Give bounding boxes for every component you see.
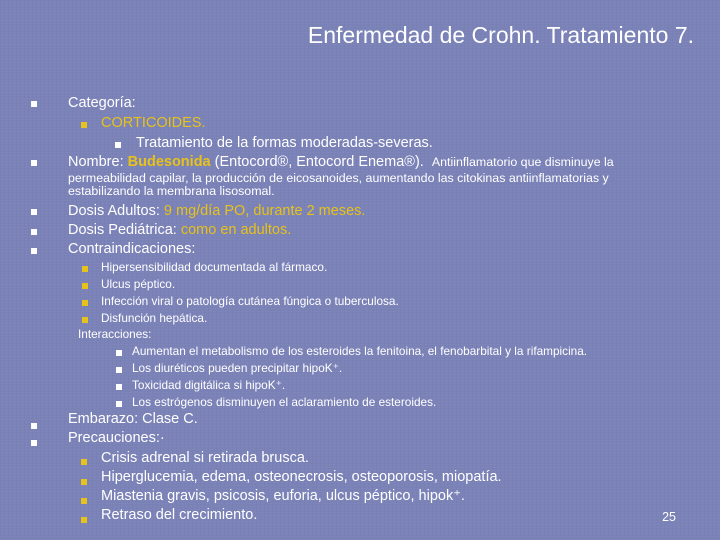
embarazo: Embarazo: Clase C. (68, 411, 198, 427)
bullet-icon (81, 459, 87, 465)
bullet-icon (31, 423, 37, 429)
bullet-icon (81, 498, 87, 504)
bullet-icon (31, 229, 37, 235)
bullet-icon (116, 384, 122, 390)
bullet-icon (31, 248, 37, 254)
dosis-adultos (68, 204, 365, 220)
bullet-icon (82, 317, 88, 323)
dosis-adultos-label: Dosis Adultos: (68, 203, 160, 219)
list-item: Infección viral o patología cutánea fúngica o tuberculosa. (101, 294, 399, 308)
slide-title: Enfermedad de Crohn. Tratamiento 7. (307, 22, 694, 48)
categoria-sub: Tratamiento de la formas moderadas-severas. (136, 135, 433, 151)
bullet-icon (81, 517, 87, 523)
bullet-icon (116, 401, 122, 407)
list-item: Miastenia gravis, psicosis, euforia, ulcus péptico, hipok⁺. (101, 488, 465, 504)
bullet-icon (82, 283, 88, 289)
dosis-ped-value: como en adultos. (180, 222, 292, 238)
dosis-ped-label: Dosis Pediátrica: (68, 222, 177, 238)
drug-description: Antiinflamatorio que disminuye la (431, 155, 614, 169)
bullet-icon (116, 367, 122, 373)
bullet-icon (116, 350, 122, 356)
list-item: Crisis adrenal si retirada brusca. (101, 450, 309, 466)
bullet-icon (31, 440, 37, 446)
page-number: 25 (662, 510, 676, 524)
list-item: Retraso del crecimiento. (101, 507, 258, 523)
categoria-label: Categoría: (68, 95, 136, 111)
categoria-value: CORTICOIDES. (101, 115, 206, 131)
dosis-pediatrica (68, 223, 291, 239)
bullet-icon (31, 160, 37, 166)
interacciones-label: Interacciones: (78, 327, 152, 341)
bullet-icon (82, 300, 88, 306)
list-item: Ulcus péptico. (101, 277, 176, 291)
bullet-icon (82, 266, 88, 272)
list-item: Disfunción hepática. (101, 311, 208, 325)
dosis-adultos-value: 9 mg/día PO, durante 2 meses. (163, 203, 366, 219)
bullet-icon (81, 122, 87, 128)
list-item: Los diuréticos pueden precipitar hipoK⁺. (132, 361, 343, 375)
nombre-label: Nombre: (68, 154, 124, 170)
list-item: Los estrógenos disminuyen el aclaramiento de esteroides. (132, 395, 437, 409)
drug-brands: (Entocord®, Entocord Enema®). (214, 154, 424, 170)
contraindicaciones-label: Contraindicaciones: (68, 241, 196, 257)
drug-name: Budesonida (127, 154, 211, 170)
bullet-icon (115, 142, 121, 148)
bullet-icon (81, 479, 87, 485)
bullet-icon (31, 101, 37, 107)
list-item: Toxicidad digitálica si hipoK⁺. (132, 378, 286, 392)
bullet-icon (31, 209, 37, 215)
list-item: Hiperglucemia, edema, osteonecrosis, osteoporosis, miopatía. (101, 469, 502, 485)
precauciones-label: Precauciones:· (68, 430, 165, 446)
list-item: Aumentan el metabolismo de los esteroides la fenitoina, el fenobarbital y la rifampicina. (132, 344, 588, 358)
list-item: Hipersensibilidad documentada al fármaco. (101, 260, 328, 274)
drug-description-cont: permeabilidad capilar, la producción de eicosanoides, aumentando las citokinas antiinflamatorias y (68, 171, 609, 185)
drug-description-cont: estabilizando la membrana lisosomal. (68, 184, 275, 198)
nombre-line (68, 155, 614, 171)
